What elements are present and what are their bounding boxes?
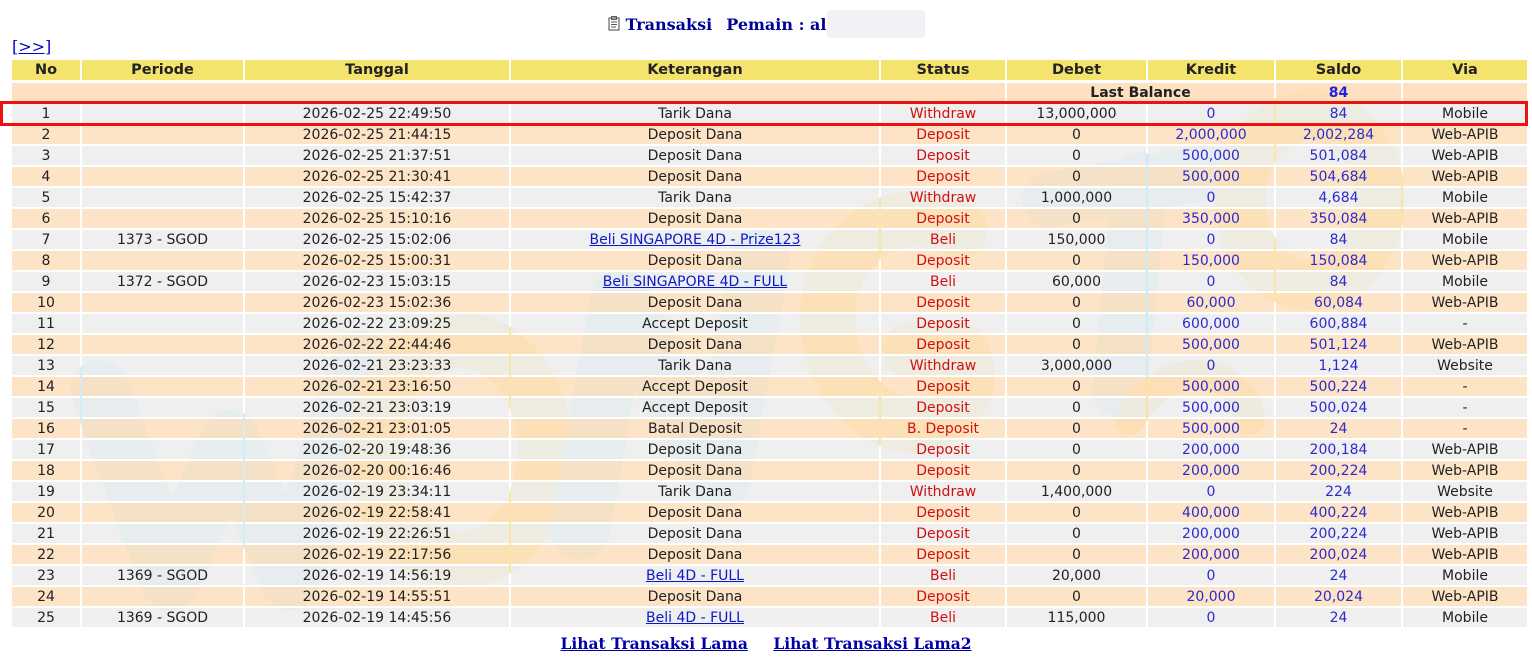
row-status-cell: Deposit	[881, 397, 1005, 418]
row-keterangan-cell: Deposit Dana	[511, 544, 879, 565]
row-saldo-cell: 200,224	[1276, 460, 1401, 481]
row-keterangan-cell: Deposit Dana	[511, 439, 879, 460]
row-kredit-cell: 0	[1148, 481, 1274, 502]
row-periode-cell	[82, 355, 243, 376]
row-keterangan-cell: Tarik Dana	[511, 103, 879, 124]
row-tanggal-cell: 2026-02-23 15:02:36	[245, 292, 509, 313]
row-saldo-cell: 60,084	[1276, 292, 1401, 313]
row-via-cell: Web-APIB	[1403, 523, 1527, 544]
row-keterangan-cell: Deposit Dana	[511, 460, 879, 481]
row-debet-cell: 1,400,000	[1007, 481, 1146, 502]
row-tanggal-cell: 2026-02-25 15:10:16	[245, 208, 509, 229]
row-tanggal-cell: 2026-02-19 14:55:51	[245, 586, 509, 607]
row-via-cell: Mobile	[1403, 565, 1527, 586]
row-no-cell: 12	[12, 334, 80, 355]
row-no-cell: 3	[12, 145, 80, 166]
row-saldo-cell: 500,024	[1276, 397, 1401, 418]
row-no-cell: 23	[12, 565, 80, 586]
row-no-cell: 11	[12, 313, 80, 334]
row-kredit-cell: 0	[1148, 229, 1274, 250]
row-keterangan-cell	[511, 271, 879, 292]
table-row	[12, 439, 1527, 460]
last-balance-row	[12, 82, 1527, 103]
row-debet-cell: 0	[1007, 292, 1146, 313]
row-debet-cell: 0	[1007, 250, 1146, 271]
row-debet-cell: 0	[1007, 523, 1146, 544]
next-page-link[interactable]: [>>]	[12, 37, 52, 56]
col-header-debet: Debet	[1007, 60, 1146, 82]
row-kredit-cell: 200,000	[1148, 523, 1274, 544]
row-saldo-cell: 24	[1276, 607, 1401, 628]
row-saldo-cell: 24	[1276, 565, 1401, 586]
row-status-cell: Deposit	[881, 208, 1005, 229]
row-kredit-cell: 500,000	[1148, 145, 1274, 166]
table-row	[12, 334, 1527, 355]
row-kredit-cell: 0	[1148, 607, 1274, 628]
row-status-cell: Deposit	[881, 544, 1005, 565]
table-row	[12, 124, 1527, 145]
row-saldo-cell: 350,084	[1276, 208, 1401, 229]
row-kredit-cell: 350,000	[1148, 208, 1274, 229]
row-periode-cell	[82, 460, 243, 481]
row-kredit-cell: 400,000	[1148, 502, 1274, 523]
table-row	[12, 523, 1527, 544]
row-via-cell: Mobile	[1403, 607, 1527, 628]
row-no-cell: 8	[12, 250, 80, 271]
row-tanggal-cell: 2026-02-19 14:45:56	[245, 607, 509, 628]
row-no-cell: 14	[12, 376, 80, 397]
row-keterangan-cell: Deposit Dana	[511, 166, 879, 187]
row-status-cell: Deposit	[881, 334, 1005, 355]
row-saldo-cell: 84	[1276, 103, 1401, 124]
row-saldo-cell: 84	[1276, 271, 1401, 292]
col-header-no: No	[12, 60, 80, 82]
row-saldo-cell: 501,084	[1276, 145, 1401, 166]
row-tanggal-cell: 2026-02-25 21:37:51	[245, 145, 509, 166]
row-via-cell: -	[1403, 376, 1527, 397]
table-row	[12, 502, 1527, 523]
row-periode-cell: 1373 - SGOD	[82, 229, 243, 250]
row-via-cell: Mobile	[1403, 229, 1527, 250]
row-via-cell: Website	[1403, 481, 1527, 502]
row-keterangan-cell: Deposit Dana	[511, 124, 879, 145]
table-row	[12, 187, 1527, 208]
row-periode-cell	[82, 418, 243, 439]
title-text: Transaksi	[625, 15, 713, 34]
row-via-cell: Website	[1403, 355, 1527, 376]
row-no-cell: 5	[12, 187, 80, 208]
row-periode-cell	[82, 523, 243, 544]
row-tanggal-cell: 2026-02-19 22:17:56	[245, 544, 509, 565]
row-saldo-cell: 200,184	[1276, 439, 1401, 460]
row-saldo-cell: 200,224	[1276, 523, 1401, 544]
row-kredit-cell: 0	[1148, 103, 1274, 124]
row-debet-cell: 0	[1007, 145, 1146, 166]
row-via-cell: Mobile	[1403, 187, 1527, 208]
row-kredit-cell: 0	[1148, 565, 1274, 586]
table-row	[12, 565, 1527, 586]
row-status-cell: Deposit	[881, 523, 1005, 544]
old-transactions-link-2[interactable]: Lihat Transaksi Lama2	[773, 634, 972, 653]
row-debet-cell: 0	[1007, 208, 1146, 229]
row-kredit-cell: 60,000	[1148, 292, 1274, 313]
row-kredit-cell: 20,000	[1148, 586, 1274, 607]
row-keterangan-cell: Tarik Dana	[511, 481, 879, 502]
row-keterangan-cell: Deposit Dana	[511, 586, 879, 607]
row-saldo-cell: 400,224	[1276, 502, 1401, 523]
row-saldo-cell: 20,024	[1276, 586, 1401, 607]
row-debet-cell: 0	[1007, 460, 1146, 481]
row-debet-cell: 20,000	[1007, 565, 1146, 586]
bet-detail-link[interactable]: Beli 4D - FULL	[646, 567, 744, 584]
row-tanggal-cell: 2026-02-25 15:02:06	[245, 229, 509, 250]
row-status-cell: Withdraw	[881, 355, 1005, 376]
row-periode-cell	[82, 250, 243, 271]
row-periode-cell	[82, 166, 243, 187]
row-saldo-cell: 24	[1276, 418, 1401, 439]
row-keterangan-cell: Accept Deposit	[511, 376, 879, 397]
row-periode-cell	[82, 481, 243, 502]
row-highlight-box	[0, 101, 1528, 126]
row-tanggal-cell: 2026-02-25 15:42:37	[245, 187, 509, 208]
row-status-cell: Beli	[881, 565, 1005, 586]
bet-detail-link[interactable]: Beli 4D - FULL	[646, 609, 744, 626]
row-kredit-cell: 500,000	[1148, 376, 1274, 397]
row-tanggal-cell: 2026-02-22 22:44:46	[245, 334, 509, 355]
col-header-kredit: Kredit	[1148, 60, 1274, 82]
table-row	[12, 397, 1527, 418]
col-header-periode: Periode	[82, 60, 243, 82]
row-tanggal-cell: 2026-02-19 23:34:11	[245, 481, 509, 502]
row-debet-cell: 3,000,000	[1007, 355, 1146, 376]
row-periode-cell	[82, 187, 243, 208]
row-status-cell: Deposit	[881, 376, 1005, 397]
row-no-cell: 7	[12, 229, 80, 250]
row-kredit-cell: 2,000,000	[1148, 124, 1274, 145]
row-kredit-cell: 200,000	[1148, 544, 1274, 565]
col-header-tanggal: Tanggal	[245, 60, 509, 82]
row-via-cell: -	[1403, 397, 1527, 418]
row-via-cell: Web-APIB	[1403, 124, 1527, 145]
row-tanggal-cell: 2026-02-25 15:00:31	[245, 250, 509, 271]
row-keterangan-cell: Tarik Dana	[511, 187, 879, 208]
row-debet-cell: 13,000,000	[1007, 103, 1146, 124]
row-status-cell: Deposit	[881, 166, 1005, 187]
table-row	[12, 250, 1527, 271]
row-status-cell: Deposit	[881, 502, 1005, 523]
table-row	[12, 145, 1527, 166]
row-periode-cell: 1372 - SGOD	[82, 271, 243, 292]
col-header-saldo: Saldo	[1276, 60, 1401, 82]
row-no-cell: 19	[12, 481, 80, 502]
redacted-player-name	[827, 10, 925, 38]
row-saldo-cell: 200,024	[1276, 544, 1401, 565]
row-debet-cell: 0	[1007, 166, 1146, 187]
row-status-cell: Deposit	[881, 145, 1005, 166]
row-status-cell: Withdraw	[881, 481, 1005, 502]
row-tanggal-cell: 2026-02-21 23:16:50	[245, 376, 509, 397]
row-kredit-cell: 150,000	[1148, 250, 1274, 271]
col-header-keterangan: Keterangan	[511, 60, 879, 82]
row-no-cell: 24	[12, 586, 80, 607]
table-row	[12, 586, 1527, 607]
row-kredit-cell: 0	[1148, 187, 1274, 208]
bet-detail-link[interactable]: Beli SINGAPORE 4D - FULL	[602, 273, 788, 290]
row-debet-cell: 1,000,000	[1007, 187, 1146, 208]
row-tanggal-cell: 2026-02-23 15:03:15	[245, 271, 509, 292]
table-row	[12, 544, 1527, 565]
old-transactions-link[interactable]: Lihat Transaksi Lama	[560, 634, 748, 653]
row-kredit-cell: 500,000	[1148, 418, 1274, 439]
row-no-cell: 22	[12, 544, 80, 565]
row-saldo-cell: 150,084	[1276, 250, 1401, 271]
row-via-cell: Web-APIB	[1403, 544, 1527, 565]
row-tanggal-cell: 2026-02-21 23:03:19	[245, 397, 509, 418]
row-kredit-cell: 600,000	[1148, 313, 1274, 334]
row-saldo-cell: 504,684	[1276, 166, 1401, 187]
row-saldo-cell: 600,884	[1276, 313, 1401, 334]
row-saldo-cell: 1,124	[1276, 355, 1401, 376]
row-saldo-cell: 4,684	[1276, 187, 1401, 208]
header-row	[12, 60, 1527, 82]
col-header-via: Via	[1403, 60, 1527, 82]
row-status-cell: Deposit	[881, 124, 1005, 145]
table-row	[12, 166, 1527, 187]
row-saldo-cell: 224	[1276, 481, 1401, 502]
row-no-cell: 2	[12, 124, 80, 145]
table-row	[12, 607, 1527, 628]
last-balance-value: 84	[1276, 82, 1401, 103]
row-keterangan-cell: Deposit Dana	[511, 334, 879, 355]
row-tanggal-cell: 2026-02-25 21:30:41	[245, 166, 509, 187]
row-periode-cell	[82, 313, 243, 334]
bet-detail-link[interactable]: Beli SINGAPORE 4D - Prize123	[589, 231, 801, 248]
row-debet-cell: 60,000	[1007, 271, 1146, 292]
row-debet-cell: 0	[1007, 418, 1146, 439]
row-status-cell: Deposit	[881, 586, 1005, 607]
row-periode-cell	[82, 292, 243, 313]
row-saldo-cell: 84	[1276, 229, 1401, 250]
row-kredit-cell: 0	[1148, 271, 1274, 292]
row-status-cell: Withdraw	[881, 187, 1005, 208]
row-tanggal-cell: 2026-02-19 22:26:51	[245, 523, 509, 544]
row-debet-cell: 0	[1007, 313, 1146, 334]
row-keterangan-cell: Accept Deposit	[511, 397, 879, 418]
row-status-cell: Deposit	[881, 250, 1005, 271]
row-kredit-cell: 200,000	[1148, 460, 1274, 481]
row-no-cell: 9	[12, 271, 80, 292]
row-tanggal-cell: 2026-02-19 14:56:19	[245, 565, 509, 586]
row-status-cell: Withdraw	[881, 103, 1005, 124]
row-kredit-cell: 500,000	[1148, 166, 1274, 187]
row-keterangan-cell: Batal Deposit	[511, 418, 879, 439]
row-via-cell: -	[1403, 418, 1527, 439]
row-debet-cell: 0	[1007, 334, 1146, 355]
row-debet-cell: 0	[1007, 502, 1146, 523]
table-row	[12, 229, 1527, 250]
table-row	[12, 313, 1527, 334]
row-no-cell: 16	[12, 418, 80, 439]
table-row	[12, 418, 1527, 439]
row-no-cell: 17	[12, 439, 80, 460]
row-debet-cell: 0	[1007, 439, 1146, 460]
row-periode-cell: 1369 - SGOD	[82, 565, 243, 586]
table-row	[12, 481, 1527, 502]
row-periode-cell	[82, 502, 243, 523]
row-keterangan-cell: Deposit Dana	[511, 523, 879, 544]
row-tanggal-cell: 2026-02-25 22:49:50	[245, 103, 509, 124]
row-status-cell: Beli	[881, 271, 1005, 292]
row-debet-cell: 150,000	[1007, 229, 1146, 250]
row-periode-cell	[82, 208, 243, 229]
row-via-cell: Mobile	[1403, 271, 1527, 292]
row-keterangan-cell	[511, 565, 879, 586]
row-no-cell: 18	[12, 460, 80, 481]
row-no-cell: 1	[12, 103, 80, 124]
row-via-cell: Web-APIB	[1403, 334, 1527, 355]
row-no-cell: 15	[12, 397, 80, 418]
table-row	[12, 271, 1527, 292]
row-keterangan-cell: Accept Deposit	[511, 313, 879, 334]
row-periode-cell	[82, 397, 243, 418]
row-periode-cell: 1369 - SGOD	[82, 607, 243, 628]
row-tanggal-cell: 2026-02-19 22:58:41	[245, 502, 509, 523]
row-periode-cell	[82, 334, 243, 355]
row-periode-cell	[82, 124, 243, 145]
player-label: Pemain : al	[726, 15, 827, 34]
row-debet-cell: 0	[1007, 586, 1146, 607]
row-periode-cell	[82, 544, 243, 565]
row-via-cell: Web-APIB	[1403, 460, 1527, 481]
row-no-cell: 4	[12, 166, 80, 187]
row-status-cell: Deposit	[881, 313, 1005, 334]
row-kredit-cell: 500,000	[1148, 334, 1274, 355]
row-saldo-cell: 501,124	[1276, 334, 1401, 355]
row-debet-cell: 0	[1007, 124, 1146, 145]
row-no-cell: 6	[12, 208, 80, 229]
row-debet-cell: 0	[1007, 397, 1146, 418]
row-debet-cell: 0	[1007, 544, 1146, 565]
row-no-cell: 10	[12, 292, 80, 313]
row-debet-cell: 115,000	[1007, 607, 1146, 628]
row-tanggal-cell: 2026-02-20 19:48:36	[245, 439, 509, 460]
row-keterangan-cell: Deposit Dana	[511, 502, 879, 523]
row-periode-cell	[82, 586, 243, 607]
row-via-cell: Web-APIB	[1403, 502, 1527, 523]
row-keterangan-cell	[511, 229, 879, 250]
row-via-cell: Web-APIB	[1403, 145, 1527, 166]
clipboard-icon	[608, 16, 620, 31]
row-no-cell: 20	[12, 502, 80, 523]
row-no-cell: 21	[12, 523, 80, 544]
row-status-cell: Deposit	[881, 292, 1005, 313]
row-periode-cell	[82, 145, 243, 166]
row-keterangan-cell: Deposit Dana	[511, 292, 879, 313]
row-status-cell: Deposit	[881, 439, 1005, 460]
row-status-cell: Beli	[881, 229, 1005, 250]
row-no-cell: 13	[12, 355, 80, 376]
row-via-cell: Web-APIB	[1403, 208, 1527, 229]
footer-links	[0, 634, 1532, 653]
row-via-cell: Web-APIB	[1403, 439, 1527, 460]
row-status-cell: Beli	[881, 607, 1005, 628]
row-tanggal-cell: 2026-02-22 23:09:25	[245, 313, 509, 334]
row-keterangan-cell: Deposit Dana	[511, 208, 879, 229]
row-saldo-cell: 2,002,284	[1276, 124, 1401, 145]
row-status-cell: B. Deposit	[881, 418, 1005, 439]
row-via-cell: Web-APIB	[1403, 586, 1527, 607]
row-via-cell: Mobile	[1403, 103, 1527, 124]
row-via-cell: -	[1403, 313, 1527, 334]
table-row	[12, 460, 1527, 481]
row-tanggal-cell: 2026-02-25 21:44:15	[245, 124, 509, 145]
table-row	[12, 355, 1527, 376]
table-row	[12, 208, 1527, 229]
row-debet-cell: 0	[1007, 376, 1146, 397]
row-via-cell: Web-APIB	[1403, 166, 1527, 187]
row-no-cell: 25	[12, 607, 80, 628]
table-row	[12, 376, 1527, 397]
transaction-table	[10, 60, 1529, 628]
col-header-status: Status	[881, 60, 1005, 82]
row-periode-cell	[82, 439, 243, 460]
row-via-cell: Web-APIB	[1403, 292, 1527, 313]
page-title	[0, 10, 1532, 38]
row-tanggal-cell: 2026-02-20 00:16:46	[245, 460, 509, 481]
row-keterangan-cell: Deposit Dana	[511, 145, 879, 166]
row-keterangan-cell	[511, 607, 879, 628]
row-kredit-cell: 500,000	[1148, 397, 1274, 418]
last-balance-label: Last Balance	[1007, 82, 1274, 103]
row-kredit-cell: 0	[1148, 355, 1274, 376]
row-keterangan-cell: Tarik Dana	[511, 355, 879, 376]
row-tanggal-cell: 2026-02-21 23:23:33	[245, 355, 509, 376]
table-row	[12, 292, 1527, 313]
row-periode-cell	[82, 376, 243, 397]
row-via-cell: Web-APIB	[1403, 250, 1527, 271]
row-kredit-cell: 200,000	[1148, 439, 1274, 460]
row-tanggal-cell: 2026-02-21 23:01:05	[245, 418, 509, 439]
row-keterangan-cell: Deposit Dana	[511, 250, 879, 271]
row-status-cell: Deposit	[881, 460, 1005, 481]
row-saldo-cell: 500,224	[1276, 376, 1401, 397]
